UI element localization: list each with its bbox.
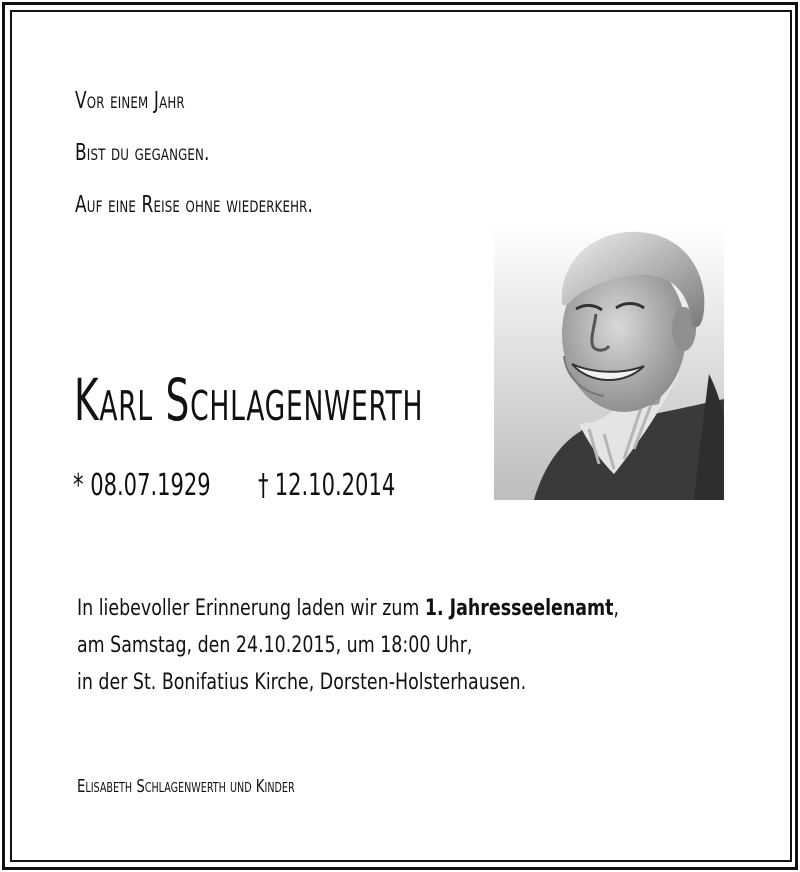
- deceased-name: Karl Schlagenwerth: [74, 366, 424, 434]
- death-date-group: [258, 468, 395, 503]
- poem: [75, 75, 365, 231]
- event-name: 1. Jahresseelenamt: [424, 596, 614, 621]
- invitation-line-1-prefix: In liebevoller Erinnerung laden wir zum: [77, 596, 425, 621]
- signature: Elisabeth Schlagenwerth und Kinder: [77, 776, 295, 797]
- invitation-line-1-suffix: ,: [613, 596, 620, 621]
- invitation-line-3: in der St. Bonifatius Kirche, Dorsten-Holsterhausen.: [77, 670, 527, 695]
- poem-line-3: Auf eine Reise ohne wiederkehr.: [75, 192, 314, 218]
- poem-line-2: Bist du gegangen.: [75, 140, 210, 166]
- life-dates: [73, 462, 395, 510]
- invitation-line-1: [77, 590, 619, 627]
- invitation-line-2: am Samstag, den 24.10.2015, um 18:00 Uhr,: [77, 633, 473, 658]
- birth-date: * 08.07.1929: [73, 468, 211, 503]
- portrait-image: [494, 224, 724, 500]
- cross-icon: †: [257, 468, 269, 503]
- poem-line-1: Vor einem Jahr: [75, 88, 185, 114]
- invitation-text: [77, 590, 693, 701]
- portrait-photo: [494, 224, 724, 500]
- death-date: 12.10.2014: [274, 468, 396, 503]
